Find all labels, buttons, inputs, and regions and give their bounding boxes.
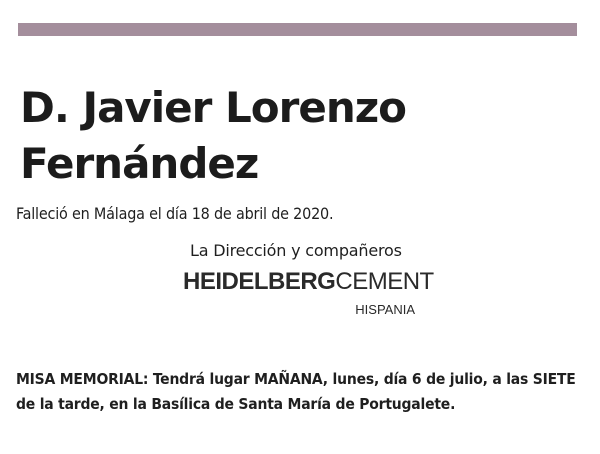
deceased-name-line-1: D. Javier Lorenzo: [20, 83, 407, 132]
header-accent-bar: [18, 23, 577, 36]
mourners-line: La Dirección y compañeros: [190, 241, 402, 260]
logo-brand-bold: HEIDELBERG: [183, 268, 336, 295]
company-logo-wordmark: [183, 268, 434, 296]
death-notice: Falleció en Málaga el día 18 de abril de 2020.: [16, 204, 334, 223]
mass-notice: MISA MEMORIAL: Tendrá lugar MAÑANA, lunes, día 6 de julio, a las SIETE de la tarde, en la Basílica de Santa María de Portugalete.: [16, 370, 576, 413]
deceased-name: [20, 80, 580, 192]
logo-brand-light: CEMENT: [335, 268, 434, 295]
deceased-name-line-2: Fernández: [20, 139, 259, 188]
company-logo: [183, 268, 434, 322]
logo-subtitle: HISPANIA: [355, 302, 415, 317]
